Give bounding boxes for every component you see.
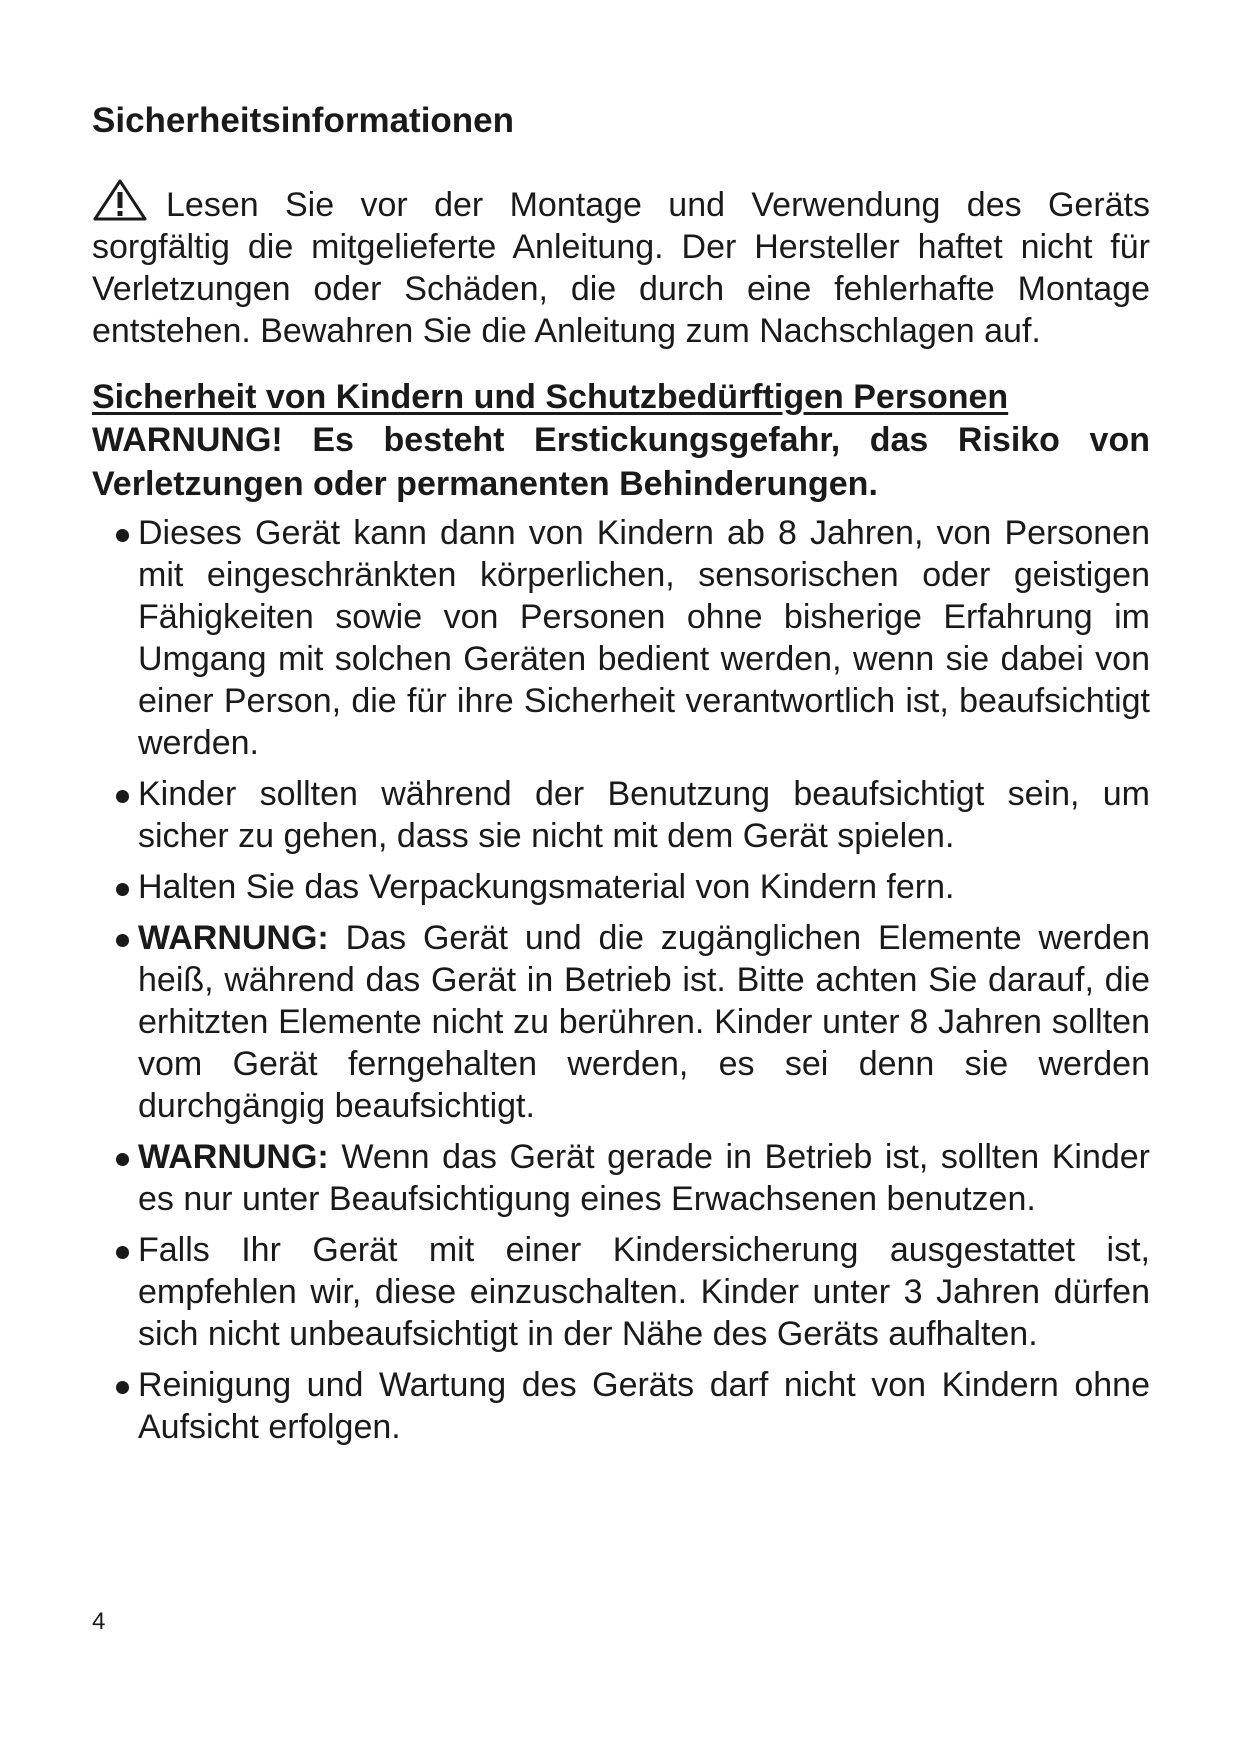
list-item xyxy=(92,1136,1150,1220)
bullet-icon xyxy=(116,790,129,803)
warning-label: WARNUNG: xyxy=(138,919,329,957)
list-item-text: Reinigung und Wartung des Geräts darf nicht von Kindern ohne Aufsicht erfolgen. xyxy=(138,1366,1150,1446)
list-item xyxy=(92,866,1150,908)
bullet-icon xyxy=(116,934,129,947)
safety-bullet-list xyxy=(92,512,1150,1448)
list-item-text: Das Gerät und die zugänglichen Elemente werden heiß, während das Gerät in Betrieb ist. Bitte achten Sie darauf, die erhitzten Elemente nicht zu berühren. Kinder unter 8 Jahren sollten vom Gerät ferngehalten werden, es sei denn sie werden durchgängig beaufsichtigt. xyxy=(138,919,1150,1125)
children-safety-heading: Sicherheit von Kindern und Schutzbedürftigen Personen xyxy=(92,378,1009,416)
list-item-text: Dieses Gerät kann dann von Kindern ab 8 Jahren, von Personen mit eingeschränkten körperlichen, sensorischen oder geistigen Fähigkeiten sowie von Personen ohne bisherige Erfahrung im Umgang mit solchen Geräten bedient werden, wenn sie dabei von einer Person, die für ihre Sicherheit verantwortlich ist, beaufsichtigt werden. xyxy=(138,514,1150,762)
list-item-text: Falls Ihr Gerät mit einer Kindersicherung ausgestattet ist, empfehlen wir, diese einzuschalten. Kinder unter 3 Jahren dürfen sich nicht unbeaufsichtigt in der Nähe des Geräts aufhalten. xyxy=(138,1231,1150,1353)
list-item xyxy=(92,1364,1150,1448)
warning-label: WARNUNG: xyxy=(138,1138,329,1176)
warning-triangle-icon xyxy=(92,178,148,222)
bullet-icon xyxy=(116,1246,129,1259)
list-item xyxy=(92,917,1150,1127)
intro-text: Lesen Sie vor der Montage und Verwendung des Geräts sorgfältig die mitgelieferte Anleitung. Der Hersteller haftet nicht für Verletzungen oder Schäden, die durch eine fehlerhafte Montage entstehen. Bewahren Sie die Anleitung zum Nachschlagen auf. xyxy=(92,186,1150,350)
choking-warning: WARNUNG! Es besteht Erstickungsgefahr, das Risiko von Verletzungen oder permanenten Behinderungen. xyxy=(92,421,1150,503)
list-item xyxy=(92,773,1150,857)
list-item-text: Halten Sie das Verpackungsmaterial von Kindern fern. xyxy=(138,868,955,906)
page-number: 4 xyxy=(92,1608,106,1635)
bullet-icon xyxy=(116,1381,129,1394)
bullet-icon xyxy=(116,1153,129,1166)
intro-paragraph xyxy=(92,178,1150,352)
list-item-text: Kinder sollten während der Benutzung beaufsichtigt sein, um sicher zu gehen, dass sie nicht mit dem Gerät spielen. xyxy=(138,775,1150,855)
list-item xyxy=(92,512,1150,764)
list-item xyxy=(92,1229,1150,1355)
bullet-icon xyxy=(116,883,129,896)
bullet-icon xyxy=(116,529,129,542)
list-item-text: Wenn das Gerät gerade in Betrieb ist, sollten Kinder es nur unter Beaufsichtigung eines Erwachsenen benutzen. xyxy=(138,1138,1150,1218)
section-title: Sicherheitsinformationen xyxy=(92,101,515,140)
document-page xyxy=(92,100,1150,1457)
